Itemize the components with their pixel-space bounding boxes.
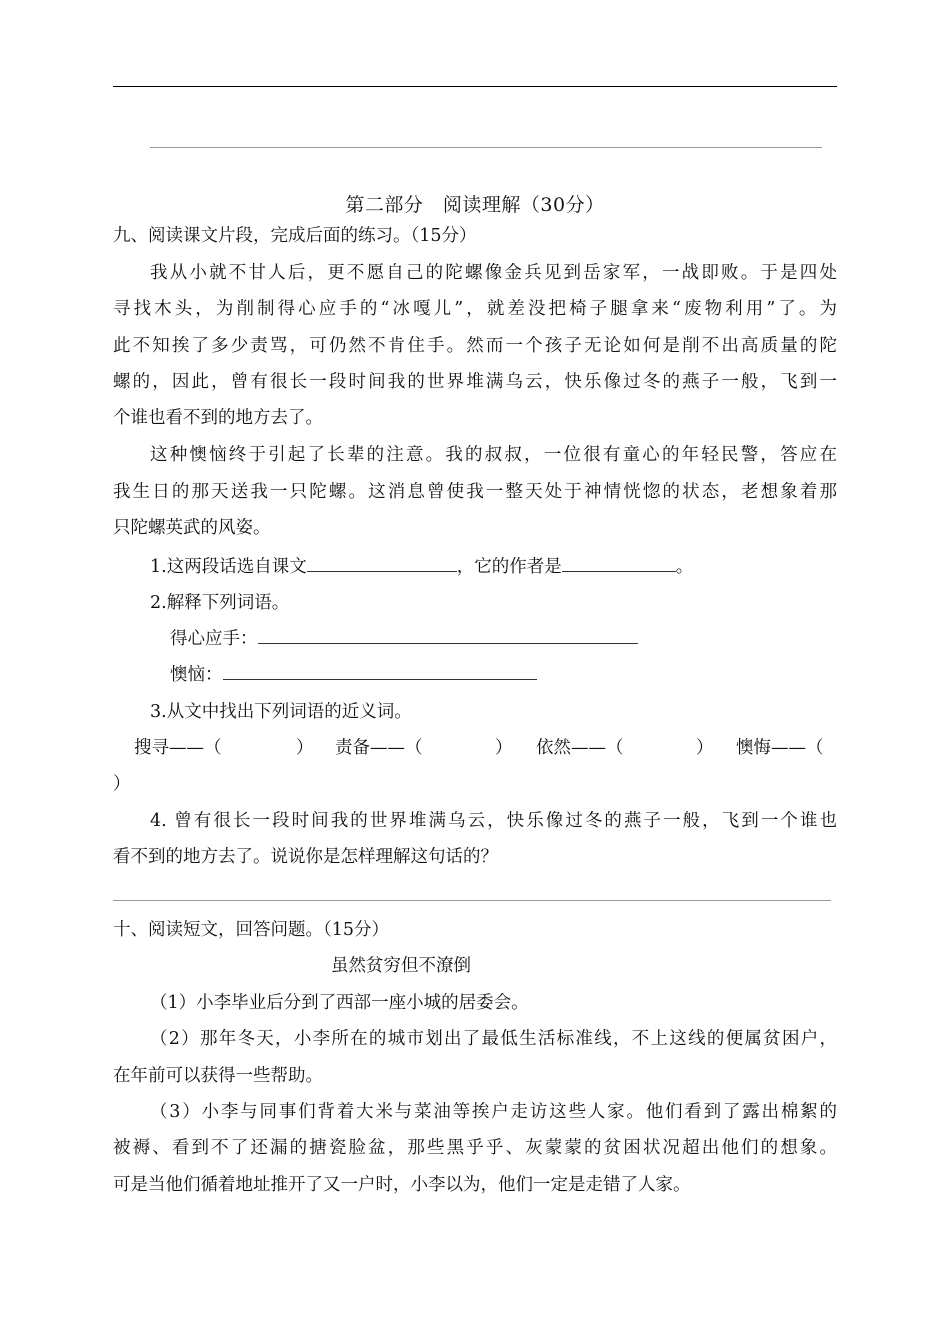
- para2-line3: 只陀螺英武的风姿。: [113, 518, 271, 538]
- question-4-line2: 看不到的地方去了。说说你是怎样理解这句话的？: [113, 847, 498, 867]
- q3-synonym-1-open: 搜寻——（: [134, 738, 222, 758]
- q2-blank-1[interactable]: [258, 642, 638, 644]
- q2-item-2: [170, 667, 537, 685]
- q2-word-1: 得心应手：: [170, 629, 258, 649]
- part-title: 第二部分 阅读理解（30分）: [345, 194, 605, 216]
- q1-text-c: 。: [675, 557, 694, 577]
- q4-answer-line: [113, 900, 831, 901]
- section9-heading: 九、阅读课文片段，完成后面的练习。（15分）: [113, 226, 477, 246]
- q2-item-1: [170, 631, 638, 649]
- article-p2-line1: （2）那年冬天，小李所在的城市划出了最低生活标准线，不上这线的便属贫困户，: [150, 1029, 837, 1049]
- q3-synonym-3-close: ）: [696, 738, 714, 758]
- question-3: 3.从文中找出下列词语的近义词。: [150, 702, 412, 722]
- article-p3-line1: （3）小李与同事们背着大米与菜油等挨户走访这些人家。他们看到了露出棉絮的: [150, 1102, 837, 1122]
- q3-synonym-4-open: 懊悔——（: [736, 738, 824, 758]
- q1-text-b: ，它的作者是: [456, 557, 562, 577]
- section10-heading: 十、阅读短文，回答问题。（15分）: [113, 920, 390, 940]
- q1-text-a: 1.这两段话选自课文: [150, 557, 307, 577]
- article-p3-line3: 可是当他们循着地址推开了又一户时，小李以为，他们一定是走错了人家。: [113, 1175, 691, 1195]
- para1-line1: 我从小就不甘人后，更不愿自己的陀螺像金兵见到岳家军，一战即败。于是四处: [150, 263, 837, 283]
- question-1: [150, 559, 693, 577]
- q2-word-2: 懊恼：: [170, 665, 223, 685]
- q3-synonym-3-open: 依然——（: [536, 738, 624, 758]
- q1-blank-author[interactable]: [562, 570, 676, 572]
- q2-blank-2[interactable]: [223, 678, 537, 680]
- q3-synonym-4-close: ）: [113, 774, 131, 794]
- para1-line4: 螺的，因此，曾有很长一段时间我的世界堆满乌云，快乐像过冬的燕子一般，飞到一: [113, 372, 837, 392]
- q3-synonym-2-open: 责备——（: [335, 738, 423, 758]
- para1-line5: 个谁也看不到的地方去了。: [113, 408, 323, 428]
- para2-line2: 我生日的那天送我一只陀螺。这消息曾使我一整天处于神情恍惚的状态，老想象着那: [113, 482, 837, 502]
- article-p2-line2: 在年前可以获得一些帮助。: [113, 1066, 323, 1086]
- q3-synonym-2-close: ）: [495, 738, 513, 758]
- header-rule: [113, 86, 837, 87]
- question-2: 2.解释下列词语。: [150, 593, 290, 613]
- para1-line3: 此不知挨了多少责骂，可仍然不肯住手。然而一个孩子无论如何是削不出高质量的陀: [113, 336, 837, 356]
- question-4-line1: 4. 曾有很长一段时间我的世界堆满乌云，快乐像过冬的燕子一般，飞到一个谁也: [150, 811, 837, 831]
- q1-blank-title[interactable]: [307, 570, 457, 572]
- article-p3-line2: 被褥、看到不了还漏的搪瓷脸盆，那些黑乎乎、灰蒙蒙的贫困状况超出他们的想象。: [113, 1138, 837, 1158]
- para2-line1: 这种懊恼终于引起了长辈的注意。我的叔叔，一位很有童心的年轻民警，答应在: [150, 445, 837, 465]
- q3-synonym-1-close: ）: [296, 738, 314, 758]
- article-title: 虽然贫穷但不潦倒: [331, 956, 471, 976]
- para1-line2: 寻找木头，为削制得心应手的“冰嘎儿”，就差没把椅子腿拿来“废物利用”了。为: [113, 299, 837, 319]
- article-p1: （1）小李毕业后分到了西部一座小城的居委会。: [150, 993, 529, 1013]
- answer-line-top: [150, 147, 822, 148]
